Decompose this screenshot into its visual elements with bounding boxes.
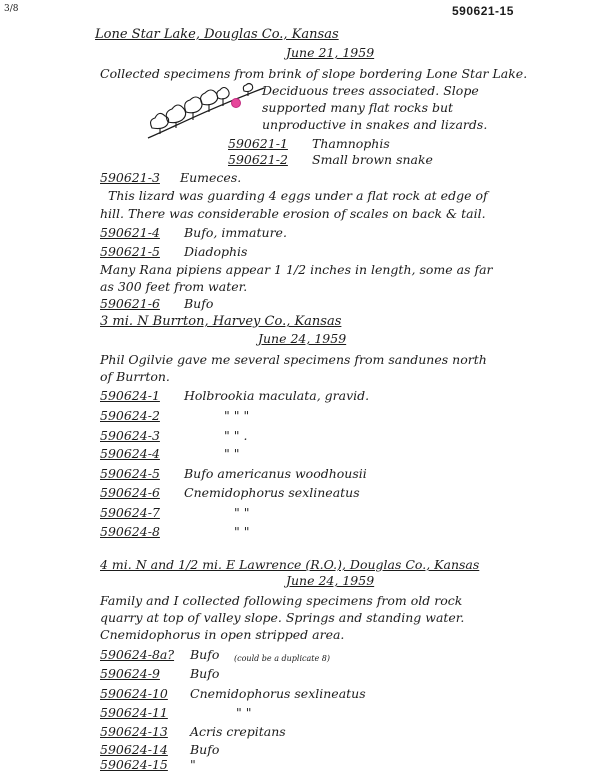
specimen-number: 590621-6: [100, 296, 160, 311]
margin-note: (could be a duplicate 8): [234, 654, 330, 663]
ditto-marks: " ": [234, 524, 250, 539]
specimen-number: 590624-9: [100, 666, 160, 681]
field-note-line: hill. There was considerable erosion of scales on back & tail.: [100, 206, 486, 221]
field-note-line: Many Rana pipiens appear 1 1/2 inches in length, some as far: [100, 262, 493, 277]
specimen-number: 590624-8: [100, 524, 160, 539]
collection-date: June 24, 1959: [258, 331, 347, 346]
specimen-name: Thamnophis: [312, 136, 390, 151]
field-note-line: Phil Ogilvie gave me several specimens from sandunes north: [100, 352, 487, 367]
specimen-number: 590621-4: [100, 225, 160, 240]
field-note-line: Cnemidophorus in open stripped area.: [100, 627, 345, 642]
locality-heading: 4 mi. N and 1/2 mi. E Lawrence (R.O.), Douglas Co., Kansas: [100, 557, 480, 572]
specimen-name: Small brown snake: [312, 152, 433, 167]
specimen-number: 590624-14: [100, 742, 168, 757]
specimen-name: Bufo, immature.: [184, 225, 287, 240]
ditto-marks: " ": [236, 705, 252, 720]
locality-heading: Lone Star Lake, Douglas Co., Kansas: [95, 27, 339, 42]
field-note-line: Deciduous trees associated. Slope: [262, 83, 479, 98]
specimen-number: 590621-3: [100, 170, 160, 185]
specimen-name: Bufo: [190, 742, 220, 757]
specimen-number: 590624-2: [100, 408, 160, 423]
collection-date: June 21, 1959: [286, 45, 375, 60]
specimen-name: Bufo: [190, 666, 220, 681]
field-note-line: quarry at top of valley slope. Springs and standing water.: [100, 610, 465, 625]
specimen-name: Cnemidophorus sexlineatus: [190, 686, 366, 701]
specimen-name: Bufo: [184, 296, 214, 311]
specimen-number: 590624-13: [100, 724, 168, 739]
ditto-marks: ": [190, 757, 196, 772]
specimen-name: Bufo: [190, 647, 220, 662]
specimen-name: Eumeces.: [180, 170, 242, 185]
field-note-line: supported many flat rocks but: [262, 100, 454, 115]
ditto-marks: " ": [234, 505, 250, 520]
field-note-line: This lizard was guarding 4 eggs under a flat rock at edge of: [108, 188, 488, 203]
ditto-marks: " ": [224, 446, 240, 461]
specimen-number: 590621-2: [228, 152, 288, 167]
specimen-number: 590624-8a?: [100, 647, 175, 662]
specimen-number: 590624-15: [100, 757, 168, 772]
specimen-number: 590624-6: [100, 485, 160, 500]
field-note-line: Collected specimens from brink of slope bordering Lone Star Lake.: [100, 66, 528, 81]
page-reference-number: 590621-15: [452, 4, 514, 18]
collection-date: June 24, 1959: [286, 573, 375, 588]
slope-trees-sketch: [146, 82, 266, 140]
field-note-line: unproductive in snakes and lizards.: [262, 117, 488, 132]
specimen-number: 590624-11: [100, 705, 168, 720]
specimen-number: 590624-1: [100, 388, 160, 403]
field-note-line: Family and I collected following specimens from old rock: [100, 593, 463, 608]
specimen-number: 590624-7: [100, 505, 160, 520]
specimen-name: Acris crepitans: [190, 724, 286, 739]
specimen-name: Holbrookia maculata, gravid.: [184, 388, 370, 403]
specimen-name: Diadophis: [184, 244, 248, 259]
locality-heading: 3 mi. N Burrton, Harvey Co., Kansas: [100, 314, 342, 329]
specimen-number: 590621-5: [100, 244, 160, 259]
specimen-number: 590621-1: [228, 136, 288, 151]
specimen-name: Bufo americanus woodhousii: [184, 466, 367, 481]
specimen-number: 590624-10: [100, 686, 168, 701]
ditto-marks: " " ": [224, 408, 250, 423]
field-note-line: of Burrton.: [100, 369, 170, 384]
specimen-number: 590624-4: [100, 446, 160, 461]
field-note-line: as 300 feet from water.: [100, 279, 248, 294]
specimen-number: 590624-3: [100, 428, 160, 443]
specimen-number: 590624-5: [100, 466, 160, 481]
corner-mark: 3/8: [4, 4, 19, 14]
ditto-marks: " " .: [224, 428, 248, 443]
specimen-name: Cnemidophorus sexlineatus: [184, 485, 360, 500]
